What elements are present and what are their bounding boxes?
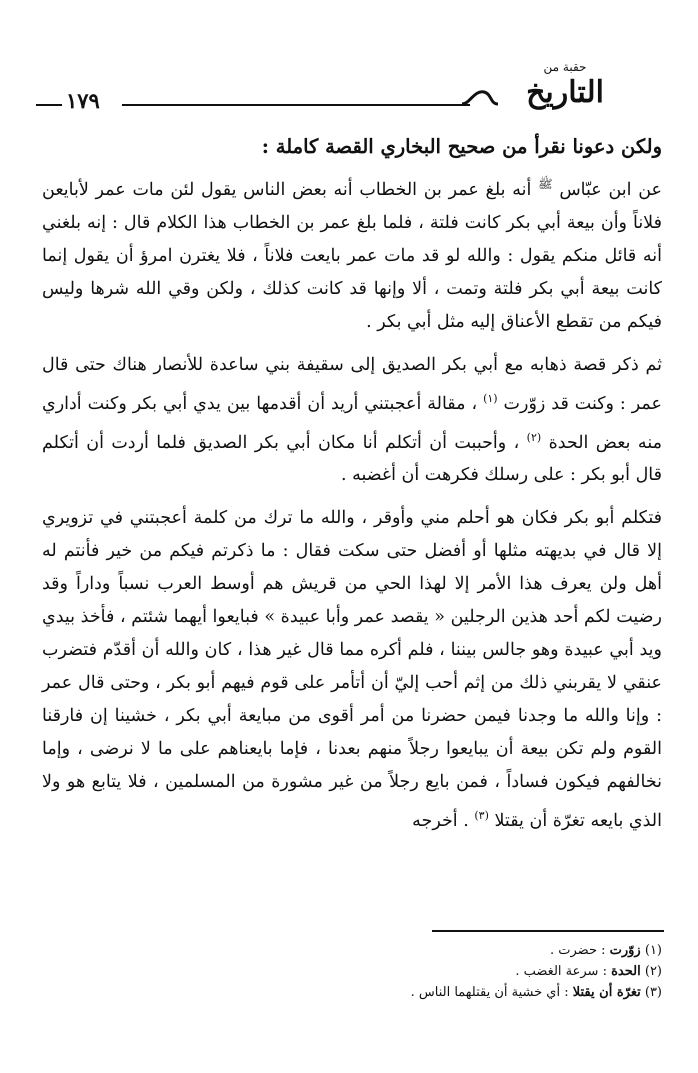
- footnote-2: [42, 961, 662, 982]
- footnote-1: [42, 940, 662, 961]
- paragraph-3-part-1: فتكلم أبو بكر فكان هو أحلم مني وأوقر ، والله ما ترك من كلمة أعجبتني في تزويري إلا قال في بديهته مثلها أو أفضل حتى سكت فقال : ما ذكرتم فيكم من خير فأنتم له أهل ولن يعرف هذا الأمر إلا لهذا الحي من قريش هم أوسط العرب نسباً وداراً وقد رضيت لكم أحد هذين الرجلين « يقصد عمر وأبا عبيدة » فبايعوا أيهما شئتم ، فأخذ بيدي ويد أبي عبيدة وهو جالس بيننا ، فلم أكره مما قال غير هذا ، كان والله أن أقدّم فتضرب عنقي لا يقربني ذلك من إثم أحب إليّ أن أتأمر على قوم فيهم أبو بكر ، وحتى قال عمر : وإنا والله ما وجدنا فيمن حضرنا من أمر أقوى من مبايعة أبي بكر ، خشينا إن فارقنا القوم ولم تكن بيعة أن يبايعوا رجلاً منهم بعدنا ، فإما بايعناهم على ما لا نرضى ، وإما نخالفهم فيكون فساداً ، فمن بايع رجلاً من غير مشورة من المسلمين ، فلا يتابع هو ولا الذي بايعه تغرّة أن يقتلا: [42, 508, 662, 832]
- paragraph-2: [42, 349, 662, 493]
- footnote-text: : حضرت .: [550, 943, 606, 958]
- page-header: [36, 60, 660, 130]
- paragraph-2-part-3: ، وأحببت أن أتكلم أنا مكان أبي بكر الصديق فلما أردت أن أتكلم قال أبو بكر : على رسلك فكرهت أن أغضبه .: [42, 432, 662, 486]
- ornament-icon: [460, 82, 500, 112]
- footnote-ref-3[interactable]: (٣): [474, 809, 489, 823]
- series-title-logo: [470, 60, 660, 120]
- paragraph-2-part-1: ثم ذكر قصة ذهابه مع أبي بكر الصديق إلى سقيفة بني ساعدة للأنصار هناك حتى قال عمر : وكنت قد زوّرت: [42, 354, 662, 414]
- series-small-label: حقبة من: [543, 60, 587, 74]
- footnote-term: تغرّة أن يقتلا: [572, 985, 641, 1000]
- paragraph-2-part-2: ، مقالة أعجبتني أريد أن أقدمها بين يدي أبي بكر وكنت أداري منه بعض الحدة: [42, 393, 662, 453]
- page-number: ١٧٩: [66, 88, 100, 113]
- footnote-term: الحدة: [611, 964, 641, 979]
- footnote-3: [42, 982, 662, 1003]
- footnote-text: : أي خشية أن يقتلهما الناس .: [410, 985, 569, 1000]
- footnotes: [42, 940, 662, 1003]
- footnote-number: (٢): [644, 964, 662, 979]
- paragraph-3: [42, 502, 662, 838]
- footnote-term: زوّرت: [609, 943, 641, 958]
- main-text: [42, 132, 662, 838]
- header-rule-left: [36, 104, 62, 106]
- footnote-ref-2[interactable]: (٢): [526, 430, 542, 444]
- footnote-text: : سرعة الغضب .: [515, 964, 607, 979]
- paragraph-1-rest: أنه بلغ عمر بن الخطاب أنه بعض الناس يقول لئن مات عمر لأبايعن فلاناً وأن بيعة أبي بكر كانت فلتة ، فلما بلغ عمر بن الخطاب هذا الكلام قال : إنه بلغني أنه قائل منكم يقول : والله لو قد مات عمر بايعت فلاناً ، فلا يغترن امرؤ أن يقول إنما كانت بيعة أبي بكر فلتة وتمت ، ألا وإنها قد كانت كذلك ، ولكن وقي الله شرها وليس فيكم من تقطع الأعناق إليه مثل أبي بكر .: [42, 179, 662, 332]
- section-heading: ولكن دعونا نقرأ من صحيح البخاري القصة كاملة :: [261, 135, 662, 158]
- paragraph-1-start: عن ابن عبّاس: [559, 179, 662, 200]
- footnote-ref-1[interactable]: (١): [483, 391, 498, 405]
- paragraph-1: [42, 168, 662, 339]
- paragraph-3-part-2: . أخرجه: [412, 811, 469, 832]
- footnote-rule: [432, 930, 664, 932]
- series-title: التاريخ: [526, 75, 604, 110]
- honorific-mark: ﷺ: [538, 177, 553, 191]
- footnote-number: (٣): [644, 985, 662, 1000]
- header-rule: [122, 104, 470, 106]
- footnote-number: (١): [644, 943, 662, 958]
